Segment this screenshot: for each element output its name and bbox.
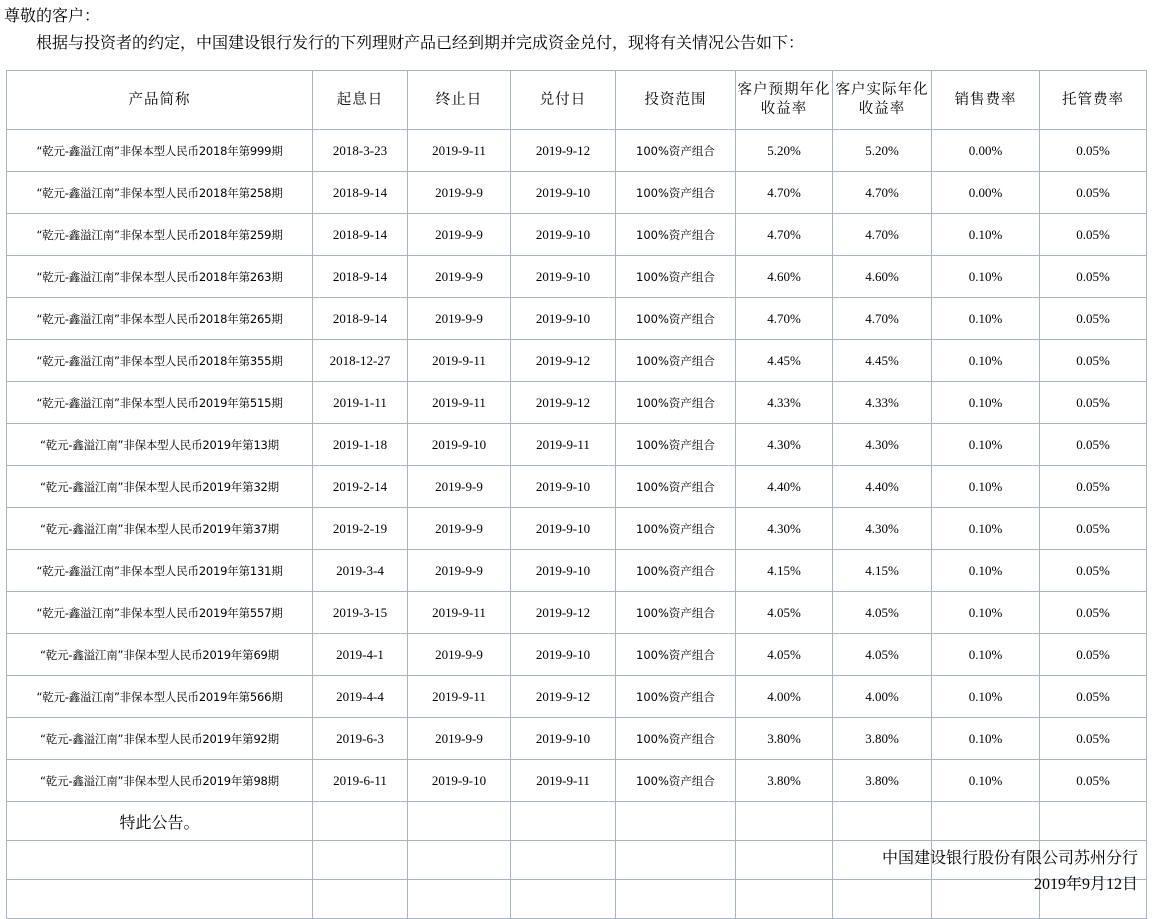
cell-actual-yield: 4.33% bbox=[833, 382, 932, 424]
column-header-payment-date: 兑付日 bbox=[511, 71, 616, 130]
cell-sales-fee: 0.10% bbox=[932, 298, 1040, 340]
cell-custody-fee: 0.05% bbox=[1040, 172, 1147, 214]
salutation: 尊敬的客户： bbox=[4, 8, 101, 25]
table-row bbox=[7, 130, 1147, 172]
table-row bbox=[7, 634, 1147, 676]
cell-product-name: “乾元-鑫溢江南”非保本型人民币2018年第999期 bbox=[7, 130, 313, 172]
cell-custody-fee: 0.05% bbox=[1040, 256, 1147, 298]
cell-custody-fee: 0.05% bbox=[1040, 214, 1147, 256]
table-row bbox=[7, 214, 1147, 256]
cell-expected-yield: 4.33% bbox=[736, 382, 833, 424]
cell-product-name: “乾元-鑫溢江南”非保本型人民币2019年第131期 bbox=[7, 550, 313, 592]
cell-payment-date: 2019-9-11 bbox=[511, 760, 616, 802]
blank-cell bbox=[408, 880, 511, 919]
cell-custody-fee: 0.05% bbox=[1040, 298, 1147, 340]
column-header-sales-fee: 销售费率 bbox=[932, 71, 1040, 130]
cell-payment-date: 2019-9-12 bbox=[511, 382, 616, 424]
blank-cell bbox=[511, 841, 616, 880]
cell-expected-yield: 4.70% bbox=[736, 214, 833, 256]
table-row bbox=[7, 760, 1147, 802]
cell-payment-date: 2019-9-10 bbox=[511, 214, 616, 256]
cell-actual-yield: 4.05% bbox=[833, 634, 932, 676]
cell-investment-scope: 100%资产组合 bbox=[616, 508, 736, 550]
cell-sales-fee: 0.10% bbox=[932, 256, 1040, 298]
cell-investment-scope: 100%资产组合 bbox=[616, 760, 736, 802]
table-row bbox=[7, 172, 1147, 214]
cell-expected-yield: 3.80% bbox=[736, 718, 833, 760]
cell-end-date: 2019-9-11 bbox=[408, 340, 511, 382]
cell-payment-date: 2019-9-10 bbox=[511, 298, 616, 340]
cell-end-date: 2019-9-10 bbox=[408, 424, 511, 466]
table-body bbox=[7, 130, 1147, 919]
blank-cell bbox=[511, 802, 616, 841]
cell-product-name: “乾元-鑫溢江南”非保本型人民币2018年第355期 bbox=[7, 340, 313, 382]
cell-start-date: 2018-9-14 bbox=[313, 172, 408, 214]
cell-custody-fee: 0.05% bbox=[1040, 760, 1147, 802]
cell-expected-yield: 4.05% bbox=[736, 634, 833, 676]
cell-payment-date: 2019-9-10 bbox=[511, 634, 616, 676]
cell-sales-fee: 0.10% bbox=[932, 508, 1040, 550]
table-row bbox=[7, 466, 1147, 508]
cell-payment-date: 2019-9-11 bbox=[511, 424, 616, 466]
blank-cell bbox=[313, 802, 408, 841]
cell-actual-yield: 4.30% bbox=[833, 424, 932, 466]
blank-cell bbox=[736, 802, 833, 841]
cell-custody-fee: 0.05% bbox=[1040, 676, 1147, 718]
cell-product-name: “乾元-鑫溢江南”非保本型人民币2019年第557期 bbox=[7, 592, 313, 634]
cell-investment-scope: 100%资产组合 bbox=[616, 424, 736, 466]
cell-start-date: 2019-3-15 bbox=[313, 592, 408, 634]
cell-actual-yield: 4.70% bbox=[833, 298, 932, 340]
cell-payment-date: 2019-9-12 bbox=[511, 130, 616, 172]
cell-custody-fee: 0.05% bbox=[1040, 550, 1147, 592]
cell-investment-scope: 100%资产组合 bbox=[616, 634, 736, 676]
cell-start-date: 2018-9-14 bbox=[313, 256, 408, 298]
cell-expected-yield: 4.00% bbox=[736, 676, 833, 718]
cell-actual-yield: 5.20% bbox=[833, 130, 932, 172]
cell-start-date: 2019-6-3 bbox=[313, 718, 408, 760]
signature-date: 2019年9月12日 bbox=[1033, 876, 1138, 893]
cell-actual-yield: 4.45% bbox=[833, 340, 932, 382]
cell-actual-yield: 4.30% bbox=[833, 508, 932, 550]
cell-product-name: “乾元-鑫溢江南”非保本型人民币2019年第13期 bbox=[7, 424, 313, 466]
cell-payment-date: 2019-9-10 bbox=[511, 508, 616, 550]
column-header-custody-fee: 托管费率 bbox=[1040, 71, 1147, 130]
cell-sales-fee: 0.10% bbox=[932, 340, 1040, 382]
cell-payment-date: 2019-9-12 bbox=[511, 676, 616, 718]
table-row bbox=[7, 508, 1147, 550]
cell-investment-scope: 100%资产组合 bbox=[616, 172, 736, 214]
cell-expected-yield: 4.60% bbox=[736, 256, 833, 298]
cell-end-date: 2019-9-11 bbox=[408, 130, 511, 172]
cell-product-name: “乾元-鑫溢江南”非保本型人民币2018年第263期 bbox=[7, 256, 313, 298]
cell-sales-fee: 0.10% bbox=[932, 634, 1040, 676]
cell-investment-scope: 100%资产组合 bbox=[616, 256, 736, 298]
signature-organization: 中国建设银行股份有限公司苏州分行 bbox=[881, 850, 1138, 867]
column-header-end-date: 终止日 bbox=[408, 71, 511, 130]
cell-start-date: 2018-12-27 bbox=[313, 340, 408, 382]
cell-end-date: 2019-9-9 bbox=[408, 466, 511, 508]
cell-actual-yield: 4.40% bbox=[833, 466, 932, 508]
cell-end-date: 2019-9-9 bbox=[408, 508, 511, 550]
cell-end-date: 2019-9-10 bbox=[408, 760, 511, 802]
cell-custody-fee: 0.05% bbox=[1040, 382, 1147, 424]
cell-custody-fee: 0.05% bbox=[1040, 130, 1147, 172]
cell-product-name: “乾元-鑫溢江南”非保本型人民币2019年第98期 bbox=[7, 760, 313, 802]
cell-end-date: 2019-9-9 bbox=[408, 718, 511, 760]
column-header-investment-scope: 投资范围 bbox=[616, 71, 736, 130]
cell-start-date: 2018-9-14 bbox=[313, 214, 408, 256]
cell-sales-fee: 0.10% bbox=[932, 382, 1040, 424]
blank-cell bbox=[932, 802, 1040, 841]
notice-text: 特此公告。 bbox=[7, 802, 313, 841]
column-header-expected-yield: 客户预期年化收益率 bbox=[736, 71, 833, 130]
cell-investment-scope: 100%资产组合 bbox=[616, 298, 736, 340]
cell-custody-fee: 0.05% bbox=[1040, 508, 1147, 550]
cell-start-date: 2019-1-18 bbox=[313, 424, 408, 466]
cell-product-name: “乾元-鑫溢江南”非保本型人民币2019年第515期 bbox=[7, 382, 313, 424]
cell-product-name: “乾元-鑫溢江南”非保本型人民币2019年第92期 bbox=[7, 718, 313, 760]
table-head bbox=[7, 71, 1147, 130]
cell-custody-fee: 0.05% bbox=[1040, 466, 1147, 508]
cell-start-date: 2019-2-14 bbox=[313, 466, 408, 508]
cell-actual-yield: 4.70% bbox=[833, 214, 932, 256]
cell-investment-scope: 100%资产组合 bbox=[616, 718, 736, 760]
cell-expected-yield: 4.45% bbox=[736, 340, 833, 382]
cell-actual-yield: 4.60% bbox=[833, 256, 932, 298]
cell-payment-date: 2019-9-10 bbox=[511, 256, 616, 298]
cell-sales-fee: 0.10% bbox=[932, 550, 1040, 592]
cell-payment-date: 2019-9-10 bbox=[511, 466, 616, 508]
table-row bbox=[7, 424, 1147, 466]
cell-investment-scope: 100%资产组合 bbox=[616, 130, 736, 172]
cell-sales-fee: 0.10% bbox=[932, 466, 1040, 508]
blank-cell bbox=[511, 880, 616, 919]
cell-start-date: 2019-4-1 bbox=[313, 634, 408, 676]
cell-sales-fee: 0.10% bbox=[932, 718, 1040, 760]
cell-sales-fee: 0.10% bbox=[932, 592, 1040, 634]
cell-payment-date: 2019-9-12 bbox=[511, 592, 616, 634]
cell-investment-scope: 100%资产组合 bbox=[616, 340, 736, 382]
column-header-actual-yield: 客户实际年化收益率 bbox=[833, 71, 932, 130]
signature-block bbox=[882, 846, 1138, 898]
cell-expected-yield: 4.70% bbox=[736, 298, 833, 340]
cell-end-date: 2019-9-9 bbox=[408, 214, 511, 256]
cell-sales-fee: 0.00% bbox=[932, 130, 1040, 172]
cell-product-name: “乾元-鑫溢江南”非保本型人民币2019年第32期 bbox=[7, 466, 313, 508]
cell-sales-fee: 0.00% bbox=[932, 172, 1040, 214]
cell-expected-yield: 3.80% bbox=[736, 760, 833, 802]
cell-end-date: 2019-9-9 bbox=[408, 298, 511, 340]
cell-end-date: 2019-9-11 bbox=[408, 676, 511, 718]
table-row bbox=[7, 298, 1147, 340]
cell-sales-fee: 0.10% bbox=[932, 676, 1040, 718]
cell-product-name: “乾元-鑫溢江南”非保本型人民币2019年第37期 bbox=[7, 508, 313, 550]
cell-expected-yield: 4.70% bbox=[736, 172, 833, 214]
cell-sales-fee: 0.10% bbox=[932, 214, 1040, 256]
blank-cell bbox=[7, 841, 313, 880]
cell-payment-date: 2019-9-10 bbox=[511, 550, 616, 592]
cell-product-name: “乾元-鑫溢江南”非保本型人民币2019年第69期 bbox=[7, 634, 313, 676]
cell-product-name: “乾元-鑫溢江南”非保本型人民币2019年第566期 bbox=[7, 676, 313, 718]
cell-actual-yield: 3.80% bbox=[833, 760, 932, 802]
column-header-start-date: 起息日 bbox=[313, 71, 408, 130]
cell-expected-yield: 4.05% bbox=[736, 592, 833, 634]
cell-actual-yield: 4.15% bbox=[833, 550, 932, 592]
cell-sales-fee: 0.10% bbox=[932, 424, 1040, 466]
cell-start-date: 2019-3-4 bbox=[313, 550, 408, 592]
cell-payment-date: 2019-9-12 bbox=[511, 340, 616, 382]
blank-cell bbox=[616, 802, 736, 841]
table-header-row bbox=[7, 71, 1147, 130]
cell-start-date: 2019-1-11 bbox=[313, 382, 408, 424]
cell-expected-yield: 4.30% bbox=[736, 508, 833, 550]
cell-actual-yield: 4.05% bbox=[833, 592, 932, 634]
cell-custody-fee: 0.05% bbox=[1040, 340, 1147, 382]
notice-row bbox=[7, 802, 1147, 841]
blank-cell bbox=[616, 841, 736, 880]
table-row bbox=[7, 550, 1147, 592]
cell-start-date: 2019-2-19 bbox=[313, 508, 408, 550]
cell-actual-yield: 3.80% bbox=[833, 718, 932, 760]
cell-expected-yield: 4.40% bbox=[736, 466, 833, 508]
table-row bbox=[7, 592, 1147, 634]
column-header-product-name: 产品简称 bbox=[7, 71, 313, 130]
cell-investment-scope: 100%资产组合 bbox=[616, 592, 736, 634]
intro-paragraph: 根据与投资者的约定，中国建设银行发行的下列理财产品已经到期并完成资金兑付，现将有关情况公告如下： bbox=[36, 35, 805, 52]
cell-investment-scope: 100%资产组合 bbox=[616, 466, 736, 508]
products-table bbox=[6, 70, 1147, 919]
blank-cell bbox=[313, 841, 408, 880]
cell-start-date: 2019-4-4 bbox=[313, 676, 408, 718]
table-row bbox=[7, 256, 1147, 298]
cell-expected-yield: 4.30% bbox=[736, 424, 833, 466]
cell-actual-yield: 4.70% bbox=[833, 172, 932, 214]
cell-custody-fee: 0.05% bbox=[1040, 424, 1147, 466]
cell-end-date: 2019-9-9 bbox=[408, 550, 511, 592]
cell-end-date: 2019-9-9 bbox=[408, 256, 511, 298]
blank-cell bbox=[616, 880, 736, 919]
cell-end-date: 2019-9-11 bbox=[408, 592, 511, 634]
cell-end-date: 2019-9-9 bbox=[408, 172, 511, 214]
blank-cell bbox=[1040, 802, 1147, 841]
cell-custody-fee: 0.05% bbox=[1040, 634, 1147, 676]
table-row bbox=[7, 340, 1147, 382]
table-row bbox=[7, 382, 1147, 424]
cell-product-name: “乾元-鑫溢江南”非保本型人民币2018年第265期 bbox=[7, 298, 313, 340]
table-row bbox=[7, 676, 1147, 718]
cell-custody-fee: 0.05% bbox=[1040, 592, 1147, 634]
blank-cell bbox=[736, 841, 833, 880]
blank-cell bbox=[408, 841, 511, 880]
blank-cell bbox=[408, 802, 511, 841]
cell-sales-fee: 0.10% bbox=[932, 760, 1040, 802]
cell-start-date: 2018-9-14 bbox=[313, 298, 408, 340]
cell-payment-date: 2019-9-10 bbox=[511, 718, 616, 760]
cell-end-date: 2019-9-9 bbox=[408, 634, 511, 676]
cell-product-name: “乾元-鑫溢江南”非保本型人民币2018年第258期 bbox=[7, 172, 313, 214]
cell-start-date: 2019-6-11 bbox=[313, 760, 408, 802]
blank-cell bbox=[736, 880, 833, 919]
cell-custody-fee: 0.05% bbox=[1040, 718, 1147, 760]
cell-product-name: “乾元-鑫溢江南”非保本型人民币2018年第259期 bbox=[7, 214, 313, 256]
cell-actual-yield: 4.00% bbox=[833, 676, 932, 718]
cell-investment-scope: 100%资产组合 bbox=[616, 214, 736, 256]
cell-end-date: 2019-9-11 bbox=[408, 382, 511, 424]
cell-investment-scope: 100%资产组合 bbox=[616, 676, 736, 718]
table-row bbox=[7, 718, 1147, 760]
cell-start-date: 2018-3-23 bbox=[313, 130, 408, 172]
cell-payment-date: 2019-9-10 bbox=[511, 172, 616, 214]
blank-cell bbox=[313, 880, 408, 919]
cell-expected-yield: 4.15% bbox=[736, 550, 833, 592]
cell-investment-scope: 100%资产组合 bbox=[616, 550, 736, 592]
blank-cell bbox=[7, 880, 313, 919]
blank-cell bbox=[833, 802, 932, 841]
cell-expected-yield: 5.20% bbox=[736, 130, 833, 172]
cell-investment-scope: 100%资产组合 bbox=[616, 382, 736, 424]
